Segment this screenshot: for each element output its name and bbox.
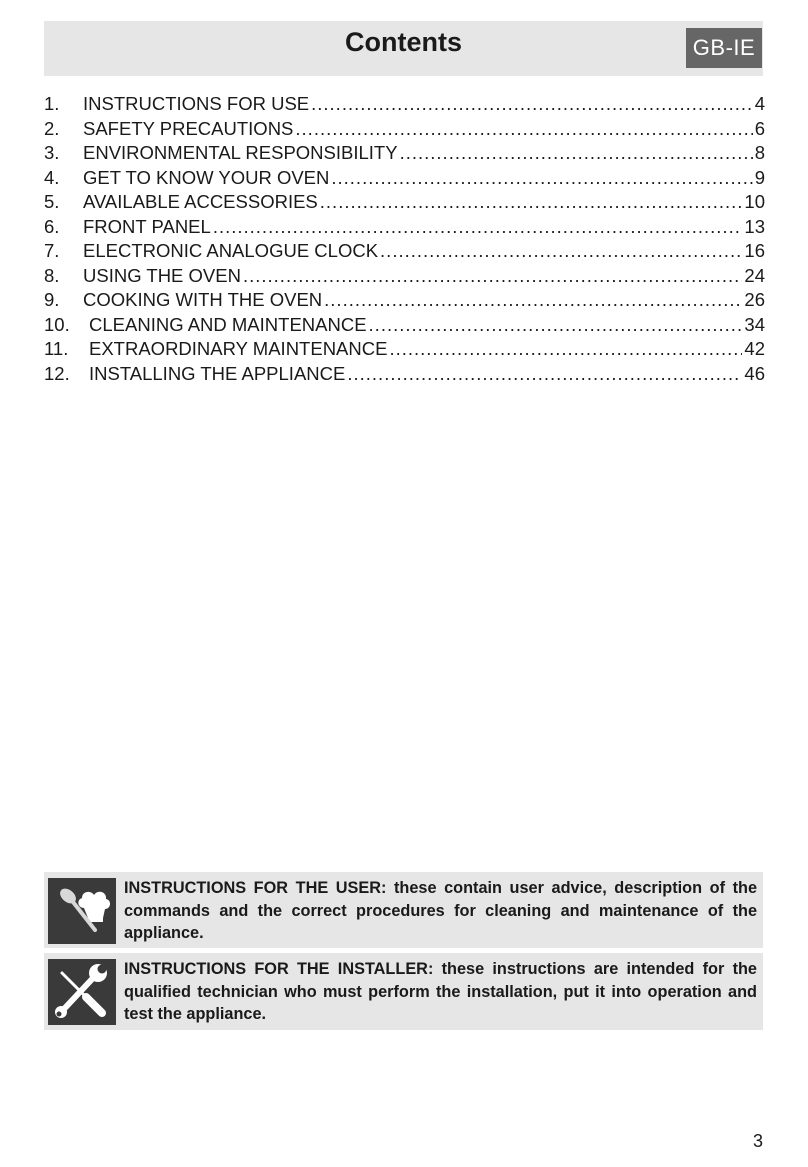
installer-instructions-text: INSTRUCTIONS FOR THE INSTALLER: these instructions are intended for the qualified technician who must perform the installation, put it into operation and test the appliance. bbox=[124, 960, 757, 1023]
toc-leader bbox=[324, 289, 742, 311]
toc-leader bbox=[389, 338, 742, 360]
toc-page-number: 46 bbox=[744, 362, 765, 384]
toc-number: 10. bbox=[44, 313, 70, 335]
toc-title: ELECTRONIC ANALOGUE CLOCK bbox=[83, 240, 379, 261]
toc-entry[interactable] bbox=[44, 265, 765, 290]
toc-number: 3. bbox=[44, 142, 60, 163]
toc-number: 9. bbox=[44, 289, 60, 310]
toc-entry[interactable] bbox=[44, 314, 765, 339]
toc-title: COOKING WITH THE OVEN bbox=[83, 289, 323, 310]
toc-leader bbox=[347, 363, 742, 385]
toc-leader bbox=[400, 142, 753, 164]
toc-number: 6. bbox=[44, 215, 60, 237]
user-instructions-text: INSTRUCTIONS FOR THE USER: these contain user advice, description of the commands and the correct procedures for cleaning and maintenance of the appliance. bbox=[124, 879, 757, 942]
toc-entry[interactable] bbox=[44, 142, 765, 167]
toc-number: 5. bbox=[44, 191, 60, 212]
toc-title: INSTALLING THE APPLIANCE bbox=[89, 362, 346, 384]
toc-number: 7. bbox=[44, 240, 60, 261]
installer-instructions-note bbox=[44, 953, 763, 1030]
toc-title: USING THE OVEN bbox=[83, 264, 241, 286]
toc-leader bbox=[380, 240, 742, 262]
toc-page-number: 26 bbox=[744, 289, 765, 310]
toc-page-number: 13 bbox=[744, 215, 765, 237]
toc-number: 1. bbox=[44, 93, 60, 114]
toc-entry[interactable] bbox=[44, 118, 765, 143]
toc-title: CLEANING AND MAINTENANCE bbox=[89, 313, 367, 335]
toc-title: INSTRUCTIONS FOR USE bbox=[83, 93, 310, 114]
toc-page-number: 9 bbox=[754, 166, 765, 188]
toc-number: 11. bbox=[44, 338, 69, 359]
toc-page-number: 6 bbox=[754, 117, 765, 139]
language-badge: GB-IE bbox=[686, 28, 762, 68]
toc-entry[interactable] bbox=[44, 93, 765, 118]
chef-spoon-icon bbox=[48, 878, 116, 944]
toc-page-number: 24 bbox=[744, 264, 765, 286]
toc-leader bbox=[331, 167, 752, 189]
toc-leader bbox=[295, 118, 752, 140]
tools-icon bbox=[48, 959, 116, 1025]
toc-leader bbox=[311, 93, 753, 115]
toc-title: SAFETY PRECAUTIONS bbox=[83, 117, 294, 139]
toc-leader bbox=[243, 265, 742, 287]
toc-title: GET TO KNOW YOUR OVEN bbox=[83, 166, 330, 188]
toc-page-number: 42 bbox=[744, 338, 765, 359]
toc-number: 4. bbox=[44, 166, 60, 188]
toc-page-number: 10 bbox=[744, 191, 765, 212]
toc-leader bbox=[213, 216, 743, 238]
user-instructions-note bbox=[44, 872, 763, 948]
table-of-contents bbox=[44, 93, 765, 387]
toc-entry[interactable] bbox=[44, 363, 765, 388]
toc-entry[interactable] bbox=[44, 191, 765, 216]
header-bar bbox=[44, 21, 763, 76]
toc-entry[interactable] bbox=[44, 338, 765, 363]
toc-page-number: 16 bbox=[744, 240, 765, 261]
toc-number: 12. bbox=[44, 362, 70, 384]
toc-number: 2. bbox=[44, 117, 60, 139]
toc-entry[interactable] bbox=[44, 240, 765, 265]
toc-leader bbox=[320, 191, 743, 213]
toc-entry[interactable] bbox=[44, 289, 765, 314]
toc-number: 8. bbox=[44, 264, 60, 286]
toc-entry[interactable] bbox=[44, 216, 765, 241]
toc-entry[interactable] bbox=[44, 167, 765, 192]
toc-title: AVAILABLE ACCESSORIES bbox=[83, 191, 318, 212]
toc-page-number: 34 bbox=[744, 313, 765, 335]
page-title: Contents bbox=[345, 27, 462, 57]
toc-page-number: 4 bbox=[754, 93, 765, 114]
page-number: 3 bbox=[752, 1131, 763, 1151]
toc-title: FRONT PANEL bbox=[83, 215, 211, 237]
toc-page-number: 8 bbox=[754, 142, 765, 163]
toc-leader bbox=[369, 314, 743, 336]
toc-title: ENVIRONMENTAL RESPONSIBILITY bbox=[83, 142, 398, 163]
toc-title: EXTRAORDINARY MAINTENANCE bbox=[89, 338, 388, 359]
